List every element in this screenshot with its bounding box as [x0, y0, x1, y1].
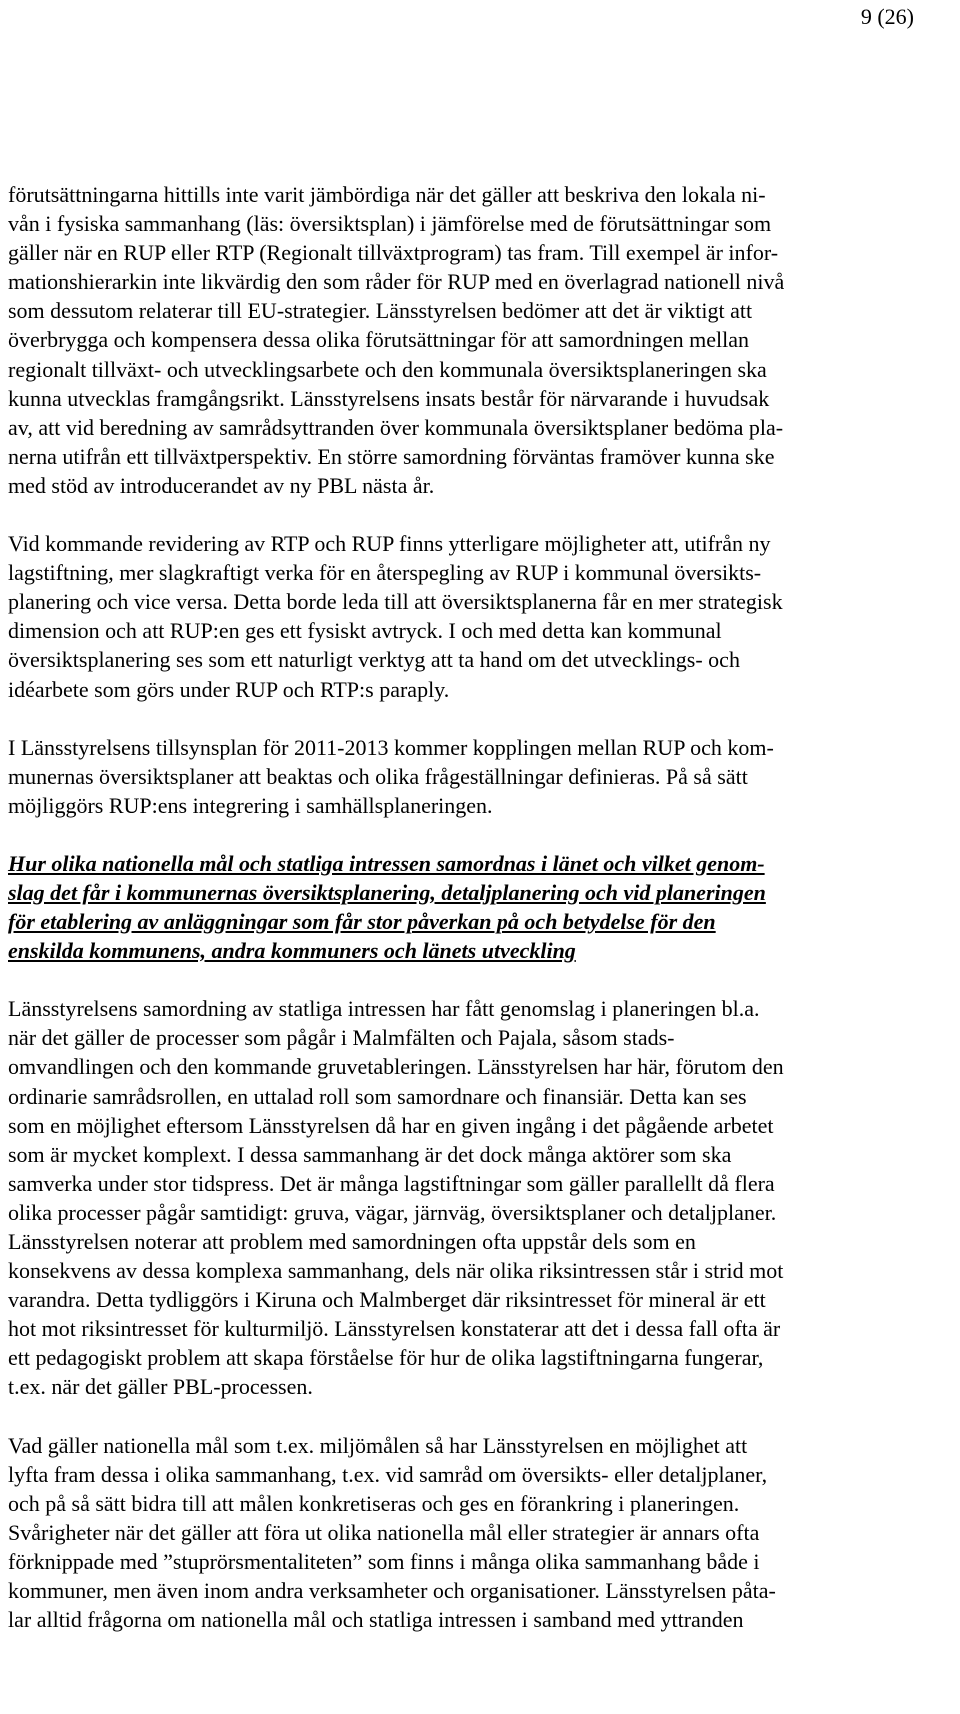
text-line: vån i fysiska sammanhang (läs: översiktsplan) i jämförelse med de förutsättningar som	[8, 211, 772, 237]
text-line: mationshierarkin inte likvärdig den som råder för RUP med en överlagrad nationell nivå	[8, 269, 785, 295]
text-line: förutsättningarna hittills inte varit jämbördiga när det gäller att beskriva den lokala ni-	[8, 182, 766, 207]
text-line: kommuner, men även inom andra verksamheter och organisationer. Länsstyrelsen påta-	[8, 1578, 776, 1604]
text-line: kunna utvecklas framgångsrikt. Länsstyrelsens insats består för närvarande i huvudsak	[8, 385, 770, 411]
text-line: hot mot riksintresset för kulturmiljö. Länsstyrelsen konstaterar att det i dessa fall ofta är	[8, 1316, 781, 1342]
text-line: möjliggörs RUP:ens integrering i samhällsplaneringen.	[8, 792, 493, 818]
text-line: med stöd av introducerandet av ny PBL nästa år.	[8, 472, 435, 498]
heading-line: enskilda kommunens, andra kommuners och länets utveckling	[8, 938, 576, 964]
text-line: Svårigheter när det gäller att föra ut olika nationella mål eller strategier är annars ofta	[8, 1519, 760, 1545]
text-line: idéarbete som görs under RUP och RTP:s paraply.	[8, 676, 450, 702]
text-line: Vad gäller nationella mål som t.ex. miljömålen så har Länsstyrelsen en möjlighet att	[8, 1432, 748, 1458]
text-line: Vid kommande revidering av RTP och RUP finns ytterligare möjligheter att, utifrån ny	[8, 531, 771, 557]
paragraph	[8, 733, 918, 820]
text-line: ett pedagogiskt problem att skapa förståelse för hur de olika lagstiftningarna fungerar,	[8, 1345, 764, 1371]
text-line: Länsstyrelsen noterar att problem med samordningen ofta uppstår dels som en	[8, 1229, 696, 1254]
heading-line: för etablering av anläggningar som får stor påverkan på och betydelse för den	[8, 909, 716, 935]
paragraph	[8, 1431, 918, 1635]
heading-line: Hur olika nationella mål och statliga intressen samordnas i länet och vilket genom-	[8, 850, 765, 876]
page-number: 9 (26)	[860, 4, 914, 29]
document-body	[8, 180, 918, 1634]
paragraph	[8, 180, 918, 500]
text-line: lar alltid frågorna om nationella mål och statliga intressen i samband med yttranden	[8, 1607, 744, 1633]
text-line: omvandlingen och den kommande gruvetableringen. Länsstyrelsen har här, förutom den	[8, 1054, 784, 1080]
heading-line: slag det får i kommunernas översiktsplanering, detaljplanering och vid planeringen	[8, 879, 766, 905]
paragraph	[8, 994, 918, 1401]
text-line: t.ex. när det gäller PBL-processen.	[8, 1374, 313, 1400]
paragraph	[8, 529, 918, 704]
text-line: och på så sätt bidra till att målen konkretiseras och ges en förankring i planeringen.	[8, 1490, 740, 1516]
text-line: dimension och att RUP:en ges ett fysiskt avtryck. I och med detta kan kommunal	[8, 618, 722, 644]
text-line: varandra. Detta tydliggörs i Kiruna och Malmberget där riksintresset för mineral är ett	[8, 1287, 766, 1313]
text-line: regionalt tillväxt- och utvecklingsarbete och den kommunala översiktsplaneringen ska	[8, 356, 767, 382]
text-line: konsekvens av dessa komplexa sammanhang, dels när olika riksintressen står i strid mot	[8, 1258, 784, 1284]
text-line: samverka under stor tidspress. Det är många lagstiftningar som gäller parallellt då flera	[8, 1170, 775, 1196]
text-line: I Länsstyrelsens tillsynsplan för 2011-2013 kommer kopplingen mellan RUP och kom-	[8, 734, 774, 760]
text-line: överbrygga och kompensera dessa olika förutsättningar för att samordningen mellan	[8, 327, 750, 353]
text-line: planering och vice versa. Detta borde leda till att översiktsplanerna får en mer strategisk	[8, 589, 783, 615]
text-line: när det gäller de processer som pågår i Malmfälten och Pajala, såsom stads-	[8, 1025, 675, 1051]
text-line: munernas översiktsplaner att beaktas och olika frågeställningar definieras. På så sätt	[8, 763, 748, 789]
text-line: lyfta fram dessa i olika sammanhang, t.ex. vid samråd om översikts- eller detaljplaner,	[8, 1461, 768, 1487]
text-line: översiktsplanering ses som ett naturligt verktyg att ta hand om det utvecklings- och	[8, 647, 740, 673]
text-line: ordinarie samrådsrollen, en uttalad roll som samordnare och finansiär. Detta kan ses	[8, 1083, 747, 1109]
text-line: förknippade med ”stuprörsmentaliteten” som finns i många olika sammanhang både i	[8, 1548, 760, 1574]
text-line: av, att vid beredning av samrådsyttranden över kommunala översiktsplaner bedöma pla-	[8, 414, 784, 440]
text-line: lagstiftning, mer slagkraftigt verka för en återspegling av RUP i kommunal översikts-	[8, 560, 762, 586]
section-heading	[8, 849, 918, 965]
text-line: som dessutom relaterar till EU-strategier. Länsstyrelsen bedömer att det är viktigt att	[8, 298, 753, 324]
text-line: gäller när en RUP eller RTP (Regionalt tillväxtprogram) tas fram. Till exempel är infor-	[8, 240, 779, 266]
text-line: Länsstyrelsens samordning av statliga intressen har fått genomslag i planeringen bl.a.	[8, 996, 760, 1022]
text-line: som en möjlighet eftersom Länsstyrelsen då har en given ingång i det pågående arbetet	[8, 1112, 774, 1138]
text-line: nerna utifrån ett tillväxtperspektiv. En större samordning förväntas framöver kunna ske	[8, 443, 775, 469]
text-line: som är mycket komplext. I dessa sammanhang är det dock många aktörer som ska	[8, 1141, 732, 1167]
text-line: olika processer pågår samtidigt: gruva, vägar, järnväg, översiktsplaner och detaljplaner.	[8, 1199, 777, 1225]
